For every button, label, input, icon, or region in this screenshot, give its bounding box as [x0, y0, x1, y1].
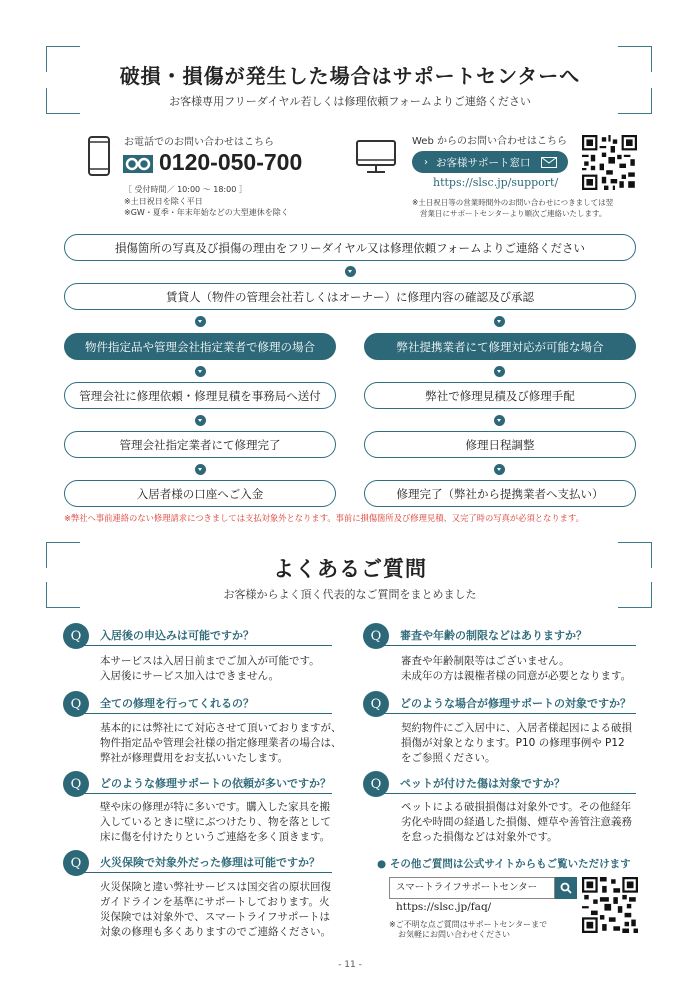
- mail-icon: [541, 157, 557, 168]
- faq-question: 火災保険で対象外だった修理は可能ですか？: [78, 853, 332, 873]
- arrow-down-icon: [195, 464, 206, 475]
- q-icon: Q: [363, 691, 389, 717]
- faq-note-2: お気軽にお問い合わせください: [398, 930, 510, 939]
- flow-left-4: 入居者様の口座へご入金: [64, 480, 336, 507]
- phone-number[interactable]: 0120-050-700: [159, 149, 303, 175]
- flow-step-1: 損傷箇所の写真及び損傷の理由をフリーダイヤル又は修理依頼フォームよりご連絡ください: [64, 234, 636, 261]
- flow-left-2: 管理会社に修理依頼・修理見積を事務局へ送付: [64, 382, 336, 409]
- arrow-down-icon: [345, 266, 356, 277]
- faq-answer: 壁や床の修理が特に多いです。購入した家具を搬 入しているときに壁にぶつけたり、物を落として 床に傷を付けたりというご連絡を多く頂きます。: [100, 801, 331, 843]
- faq-url[interactable]: https://slsc.jp/faq/: [396, 901, 492, 913]
- faq-search-bar[interactable]: [389, 877, 577, 899]
- faq-question: 入居後の申込みは可能ですか？: [78, 626, 332, 646]
- web-note-2: 営業日にサポートセンターより順次ご連絡いたします。: [420, 209, 607, 218]
- faq-answer: ペットによる破損損傷は対象外です。その他経年 劣化や時間の経過した損傷、煙草や善管注意義務 を怠った損傷などは対象外です。: [401, 801, 632, 843]
- search-icon: [560, 882, 572, 894]
- flow-right-4: 修理完了（弊社から提携業者へ支払い）: [364, 480, 636, 507]
- freedial-icon: [123, 155, 153, 173]
- faq-answer: 契約物件にご入居中に、入居者様起因による破損 損傷が対象となります。P10 の修理事例や P12 をご参照ください。: [401, 722, 632, 764]
- arrow-down-icon: [195, 316, 206, 327]
- flow-right-2: 弊社で修理見積及び修理手配: [364, 382, 636, 409]
- faq-question: どのような場合が修理サポートの対象ですか？: [378, 694, 636, 714]
- faq-subtitle: お客様からよく頂く代表的なご質問をまとめました: [223, 588, 477, 601]
- faq-answer: 火災保険と違い弊社サービスは国交省の原状回復 ガイドラインを基準にサポートしております。火 災保険では対象外で、スマートライフサポートは 対象の修理も多くありますのでご連絡ください。: [100, 881, 331, 938]
- faq-answer: 基本的には弊社にて対応させて頂いておりますが、 物件指定品や管理会社様の指定修理業者の場合は、 弊社が修理費用をお支払いいたします。: [100, 722, 342, 764]
- web-note-1: ※土日祝日等の営業時間外のお問い合わせにつきましては翌: [412, 198, 614, 207]
- flow-step-2: 賃貸人（物件の管理会社若しくはオーナー）に修理内容の確認及び承認: [64, 283, 636, 310]
- faq-question: 全ての修理を行ってくれるの？: [78, 694, 332, 714]
- chevron-right-icon: ›: [424, 156, 428, 168]
- section-subtitle: お客様専用フリーダイヤル若しくは修理依頼フォームよりご連絡ください: [169, 95, 531, 108]
- phone-heading: お電話でのお問い合わせはこちら: [124, 137, 274, 148]
- search-button[interactable]: [555, 877, 577, 899]
- monitor-icon: [356, 140, 396, 174]
- arrow-down-icon: [494, 464, 505, 475]
- web-heading: Web からのお問い合わせはこちら: [412, 136, 567, 147]
- flow-left-3: 管理会社指定業者にて修理完了: [64, 431, 336, 458]
- flow-right-3: 修理日程調整: [364, 431, 636, 458]
- faq-search-input[interactable]: スマートライフサポートセンター: [389, 877, 555, 899]
- support-url[interactable]: https://slsc.jp/support/: [433, 176, 559, 189]
- q-icon: Q: [63, 771, 89, 797]
- arrow-down-icon: [494, 316, 505, 327]
- arrow-down-icon: [494, 415, 505, 426]
- faq-question: どのような修理サポートの依頼が多いですか？: [78, 774, 332, 794]
- q-icon: Q: [63, 691, 89, 717]
- arrow-down-icon: [494, 366, 505, 377]
- q-icon: Q: [63, 623, 89, 649]
- arrow-down-icon: [195, 366, 206, 377]
- support-qr-code[interactable]: [582, 135, 637, 190]
- phone-note-1: ※土日祝日を除く平日: [124, 197, 203, 206]
- faq-more-heading: ● その他ご質問は公式サイトからもご覧いただけます: [377, 858, 631, 870]
- flow-left-1: 物件指定品や管理会社指定業者で修理の場合: [64, 333, 336, 360]
- faq-answer: 審査や年齢制限等はございません。 未成年の方は親権者様の同意が必要となります。: [401, 655, 632, 682]
- support-window-button[interactable]: [412, 151, 568, 173]
- faq-note-1: ※ご不明な点ご質問はサポートセンターまで: [389, 920, 548, 929]
- q-icon: Q: [363, 771, 389, 797]
- page-number: - 11 -: [338, 960, 362, 970]
- q-icon: Q: [63, 850, 89, 876]
- faq-answer: 本サービスは入居日前までご加入が可能です。 入居後にサービス加入はできません。: [100, 655, 320, 682]
- section-title: 破損・損傷が発生した場合はサポートセンターへ: [119, 64, 581, 88]
- faq-title: よくあるご質問: [273, 557, 427, 581]
- faq-qr-code[interactable]: [582, 877, 638, 933]
- flow-right-1: 弊社提携業者にて修理対応が可能な場合: [364, 333, 636, 360]
- faq-question: ペットが付けた傷は対象ですか？: [378, 774, 636, 794]
- arrow-down-icon: [195, 415, 206, 426]
- flow-warning: ※弊社へ事前連絡のない修理請求につきましては支払対象外となります。事前に損傷箇所及び修理見積、又完了時の写真が必須となります。: [64, 513, 584, 523]
- q-icon: Q: [363, 623, 389, 649]
- support-window-label: お客様サポート窓口: [436, 156, 531, 169]
- phone-note-2: ※GW・夏季・年末年始などの大型連休を除く: [124, 208, 289, 217]
- phone-hours: ［ 受付時間／ 10:00 ～ 18:00 ］: [124, 185, 247, 194]
- faq-question: 審査や年齢の制限などはありますか？: [378, 626, 636, 646]
- smartphone-icon: [88, 136, 110, 176]
